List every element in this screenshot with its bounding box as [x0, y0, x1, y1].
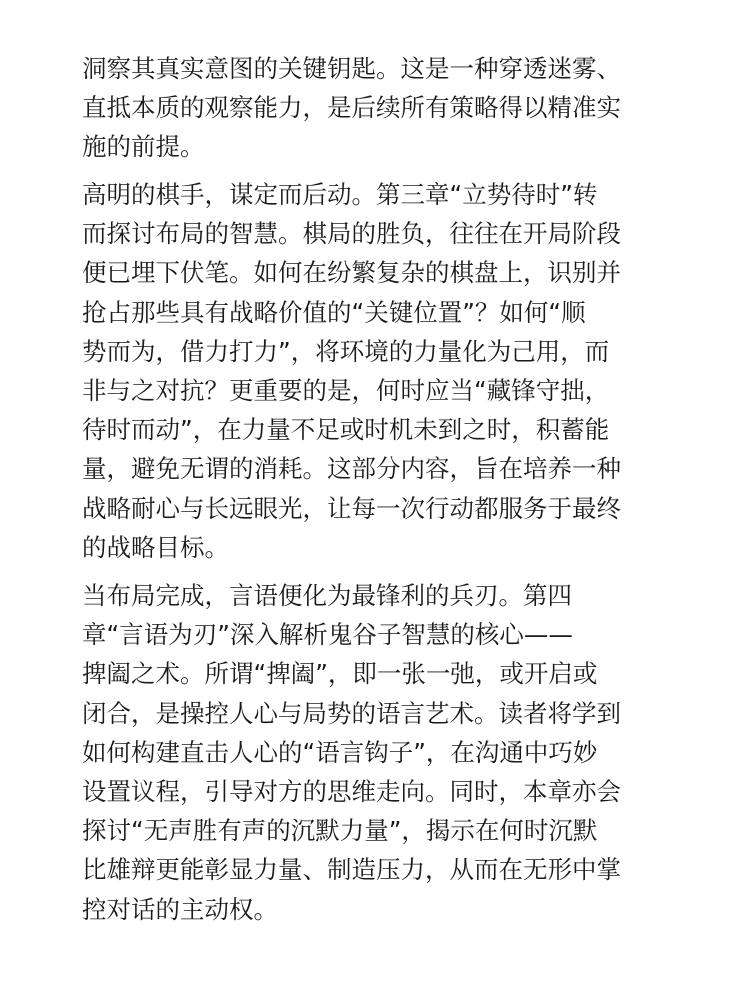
paragraph-1	[82, 49, 682, 167]
text-line: 章“言语为刃”深入解析鬼谷子智慧的核心——	[82, 620, 573, 650]
text-line: 施的前提。	[82, 132, 205, 162]
text-line: 探讨“无声胜有声的沉默力量”，揭示在何时沉默	[82, 816, 598, 846]
text-line: 高明的棋手，谋定而后动。第三章“立势待时”转	[82, 180, 598, 209]
text-line: 战略耐心与长远眼光，让每一次行动都服务于最终	[82, 493, 621, 523]
text-line: 势而为，借力打力”，将环境的力量化为己用，而	[82, 336, 610, 366]
text-line: 设置议程，引导对方的思维走向。同时，本章亦会	[82, 776, 621, 806]
text-line: 而探讨布局的智慧。棋局的胜负，往往在开局阶段	[82, 219, 621, 249]
text-line: 待时而动”，在力量不足或时机未到之时，积蓄能	[82, 415, 610, 445]
text-line: 非与之对抗？更重要的是，何时应当“藏锋守拙，	[82, 375, 610, 405]
text-line: 直抵本质的观察能力，是后续所有策略得以精准实	[82, 93, 621, 123]
paragraph-2	[82, 175, 682, 567]
text-line: 量，避免无谓的消耗。这部分内容，旨在培养一种	[82, 454, 621, 484]
text-line: 洞察其真实意图的关键钥匙。这是一种穿透迷雾、	[82, 54, 621, 83]
text-line: 比雄辩更能彰显力量、制造压力，从而在无形中掌	[82, 855, 621, 885]
text-line: 闭合，是操控人心与局势的语言艺术。读者将学到	[82, 698, 621, 728]
text-line: 的战略目标。	[82, 532, 229, 562]
text-line: 捭阖之术。所谓“捭阖”，即一张一弛，或开启或	[82, 659, 598, 689]
text-line: 抢占那些具有战略价值的“关键位置”？如何“顺	[82, 297, 586, 327]
text-line: 如何构建直击人心的“语言钩子”，在沟通中巧妙	[82, 737, 598, 767]
paragraph-3	[82, 576, 682, 929]
text-line: 控对话的主动权。	[82, 894, 278, 924]
text-line: 当布局完成，言语便化为最锋利的兵刃。第四	[82, 581, 572, 610]
text-line: 便已埋下伏笔。如何在纷繁复杂的棋盘上，识别并	[82, 258, 621, 288]
